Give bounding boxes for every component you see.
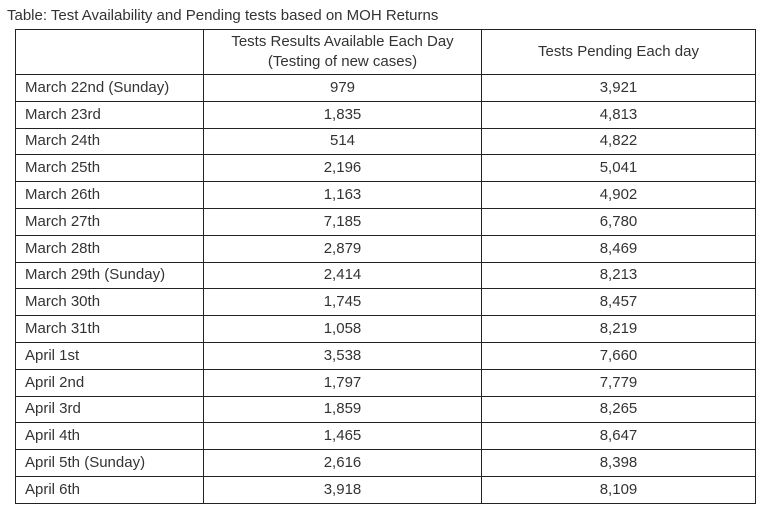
cell-tests-available: 3,538	[204, 342, 482, 369]
table-header-row	[16, 30, 756, 75]
cell-date: April 5th (Sunday)	[16, 450, 204, 477]
cell-tests-pending: 8,647	[482, 423, 756, 450]
cell-date: March 31th	[16, 316, 204, 343]
cell-tests-pending: 4,902	[482, 182, 756, 209]
header-tests-pending: Tests Pending Each day	[482, 30, 756, 75]
cell-date: March 23rd	[16, 101, 204, 128]
cell-tests-pending: 3,921	[482, 75, 756, 102]
cell-date: March 29th (Sunday)	[16, 262, 204, 289]
cell-tests-available: 514	[204, 128, 482, 155]
table-row	[16, 396, 756, 423]
table-row	[16, 155, 756, 182]
table-body	[16, 75, 756, 504]
cell-date: April 6th	[16, 476, 204, 503]
cell-tests-pending: 4,822	[482, 128, 756, 155]
table-row	[16, 342, 756, 369]
cell-date: March 27th	[16, 208, 204, 235]
table-row	[16, 75, 756, 102]
cell-tests-available: 1,465	[204, 423, 482, 450]
cell-tests-available: 3,918	[204, 476, 482, 503]
table-row	[16, 262, 756, 289]
cell-tests-pending: 6,780	[482, 208, 756, 235]
cell-tests-available: 2,616	[204, 450, 482, 477]
cell-tests-available: 2,879	[204, 235, 482, 262]
test-availability-table	[15, 29, 756, 504]
cell-tests-available: 979	[204, 75, 482, 102]
cell-tests-available: 2,196	[204, 155, 482, 182]
cell-date: April 1st	[16, 342, 204, 369]
cell-date: March 24th	[16, 128, 204, 155]
cell-tests-pending: 8,457	[482, 289, 756, 316]
table-caption: Table: Test Availability and Pending tests based on MOH Returns	[7, 7, 439, 24]
cell-tests-pending: 7,779	[482, 369, 756, 396]
cell-date: April 3rd	[16, 396, 204, 423]
cell-date: March 30th	[16, 289, 204, 316]
table-row	[16, 316, 756, 343]
cell-tests-pending: 4,813	[482, 101, 756, 128]
table-row	[16, 450, 756, 477]
cell-tests-pending: 8,265	[482, 396, 756, 423]
cell-tests-available: 2,414	[204, 262, 482, 289]
table-row	[16, 182, 756, 209]
table-row	[16, 289, 756, 316]
table-row	[16, 101, 756, 128]
cell-tests-available: 1,745	[204, 289, 482, 316]
cell-date: March 22nd (Sunday)	[16, 75, 204, 102]
cell-tests-pending: 7,660	[482, 342, 756, 369]
cell-tests-available: 1,163	[204, 182, 482, 209]
cell-tests-available: 1,058	[204, 316, 482, 343]
cell-date: March 28th	[16, 235, 204, 262]
table-row	[16, 235, 756, 262]
table-row	[16, 208, 756, 235]
cell-tests-pending: 8,109	[482, 476, 756, 503]
table-row	[16, 476, 756, 503]
cell-tests-available: 1,859	[204, 396, 482, 423]
header-date	[16, 30, 204, 75]
cell-tests-pending: 8,219	[482, 316, 756, 343]
table-row	[16, 369, 756, 396]
cell-tests-pending: 8,398	[482, 450, 756, 477]
cell-date: April 2nd	[16, 369, 204, 396]
cell-tests-pending: 8,469	[482, 235, 756, 262]
cell-tests-available: 1,835	[204, 101, 482, 128]
header-tests-available: Tests Results Available Each Day (Testing of new cases)	[204, 30, 482, 75]
cell-date: April 4th	[16, 423, 204, 450]
cell-tests-pending: 8,213	[482, 262, 756, 289]
cell-tests-pending: 5,041	[482, 155, 756, 182]
table-row	[16, 423, 756, 450]
cell-tests-available: 1,797	[204, 369, 482, 396]
cell-date: March 25th	[16, 155, 204, 182]
table-row	[16, 128, 756, 155]
cell-date: March 26th	[16, 182, 204, 209]
cell-tests-available: 7,185	[204, 208, 482, 235]
